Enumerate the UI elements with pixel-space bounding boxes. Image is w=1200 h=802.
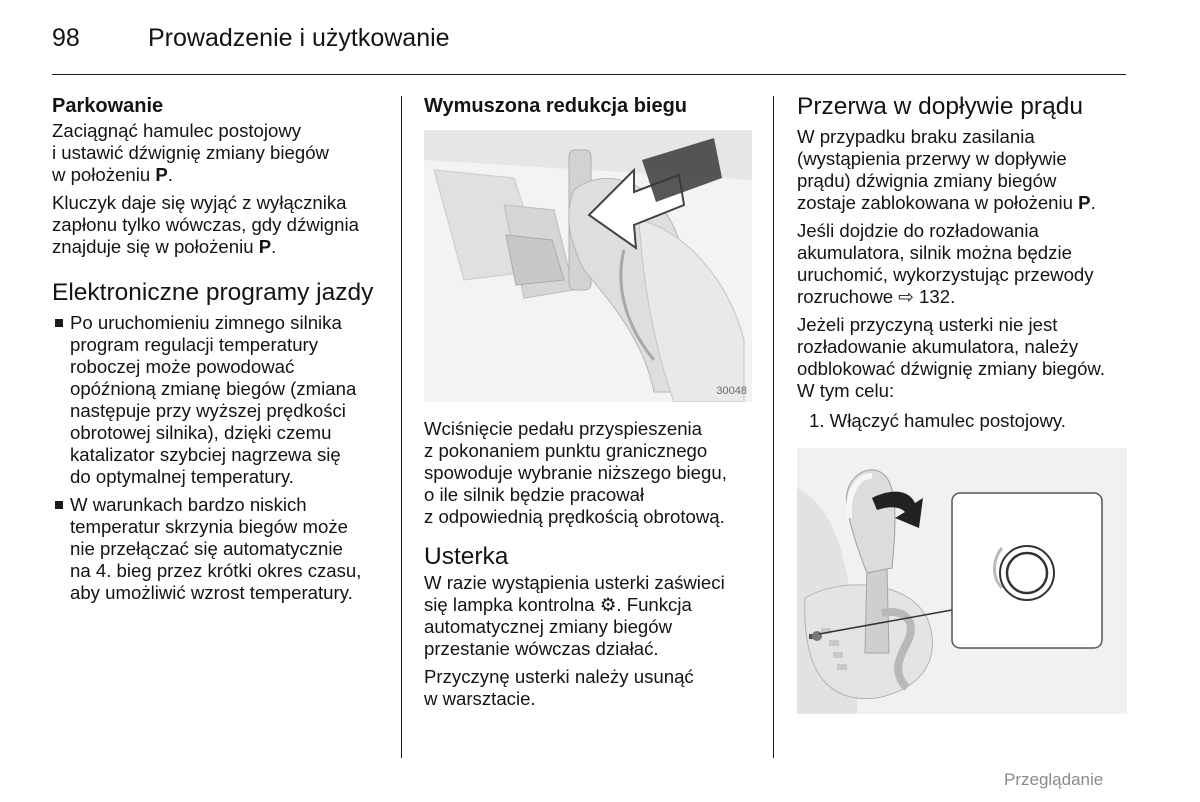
list-item-text: Po uruchomieniu zimnego silnika program regulacji temperatury roboczej może powodować opóźnioną zmianę biegów (zmiana następuje przy wyższej prędkości obrotowej silnika), dzięki czemu katalizator szybciej nagrzewa się do optymalnej temperatury. — [70, 312, 357, 487]
figure-number: 30048 — [716, 385, 747, 397]
drive-programs-list — [52, 312, 387, 604]
parking-paragraph-2 — [52, 192, 387, 258]
section-kickdown — [424, 92, 759, 528]
fault-p1-after: . Funkcja automatycznej zmiany biegów przestanie wówczas działać. — [424, 594, 692, 659]
fault-paragraph-1 — [424, 572, 759, 660]
fault-heading: Usterka — [424, 543, 509, 570]
section-parking — [52, 92, 387, 258]
power-steps: 1. Włączyć hamulec postojowy. — [809, 410, 1066, 431]
power-paragraph-3: Jeżeli przyczyną usterki nie jest rozładowanie akumulatora, należy odblokować dźwignię zmiany biegów. W tym celu: — [797, 314, 1106, 401]
parking-p1-end: . — [167, 164, 173, 185]
power-p2-text: Jeśli dojdzie do rozładowania akumulatora, silnik można będzie uruchomić, wykorzystując przewody rozruchowe — [797, 220, 1094, 307]
column-right — [797, 92, 1137, 714]
power-p1-end: . — [1090, 192, 1096, 213]
parking-p2-end: . — [271, 236, 277, 257]
kickdown-pedal-illustration — [424, 130, 752, 402]
power-p1-position: P — [1078, 192, 1091, 213]
section-fault — [424, 542, 759, 710]
parking-p2-position: P — [258, 236, 272, 257]
parking-heading: Parkowanie — [52, 95, 164, 117]
column-middle — [424, 92, 759, 710]
header-divider — [52, 74, 1126, 75]
power-paragraph-1 — [797, 126, 1137, 214]
chapter-title: Prowadzenie i użytkowanie — [148, 24, 450, 52]
list-item-text: W warunkach bardzo niskich temperatur skrzynia biegów może nie przełączać się automatycznie na 4. bieg przez krótki okres czasu, aby umożliwić wzrost temperatury. — [70, 494, 362, 603]
bullet-square-icon — [55, 319, 63, 327]
parking-p1-position: P — [155, 164, 168, 185]
list-item — [52, 312, 387, 488]
fault-paragraph-2: Przyczynę usterki należy usunąć w warsztacie. — [424, 666, 694, 709]
power-failure-heading: Przerwa w dopływie prądu — [797, 93, 1083, 120]
column-divider-2 — [773, 96, 774, 758]
page-header — [0, 0, 1200, 80]
list-item — [52, 494, 387, 604]
page-reference-icon: ⇨ — [898, 286, 914, 307]
column-divider-1 — [401, 96, 402, 758]
column-left — [52, 92, 387, 604]
page-reference-number: 132. — [913, 286, 956, 307]
gear-lever-unlock-illustration — [797, 448, 1127, 714]
section-power-failure — [797, 92, 1137, 714]
warning-lamp-icon: ⚙ — [599, 594, 617, 615]
power-paragraph-2 — [797, 220, 1137, 308]
drive-programs-heading: Elektroniczne programy jazdy — [52, 279, 374, 306]
section-drive-programs — [52, 278, 387, 604]
bullet-square-icon — [55, 501, 63, 509]
fault-p1-before: W razie wystąpienia usterki zaświeci się lampka kontrolna — [424, 572, 725, 615]
parking-p2-text: Kluczyk daje się wyjąć z wyłącznika zapłonu tylko wówczas, gdy dźwignia znajduje się w położeniu — [52, 192, 359, 257]
parking-paragraph-1 — [52, 120, 387, 186]
power-p1-text: W przypadku braku zasilania (wystąpienia przerwy w dopływie prądu) dźwignia zmiany biegów zostaje zablokowana w położeniu — [797, 126, 1073, 213]
footer-nav-label: Przeglądanie — [1004, 770, 1104, 789]
page-number: 98 — [52, 24, 80, 52]
kickdown-paragraph: Wciśnięcie pedału przyspieszenia z pokonaniem punktu granicznego spowoduje wybranie niższego biegu, o ile silnik będzie pracował z odpowiednią prędkością obrotową. — [424, 418, 727, 527]
kickdown-heading: Wymuszona redukcja biegu — [424, 95, 688, 117]
parking-p1-text: Zaciągnąć hamulec postojowy i ustawić dźwignię zmiany biegów w położeniu — [52, 120, 329, 185]
